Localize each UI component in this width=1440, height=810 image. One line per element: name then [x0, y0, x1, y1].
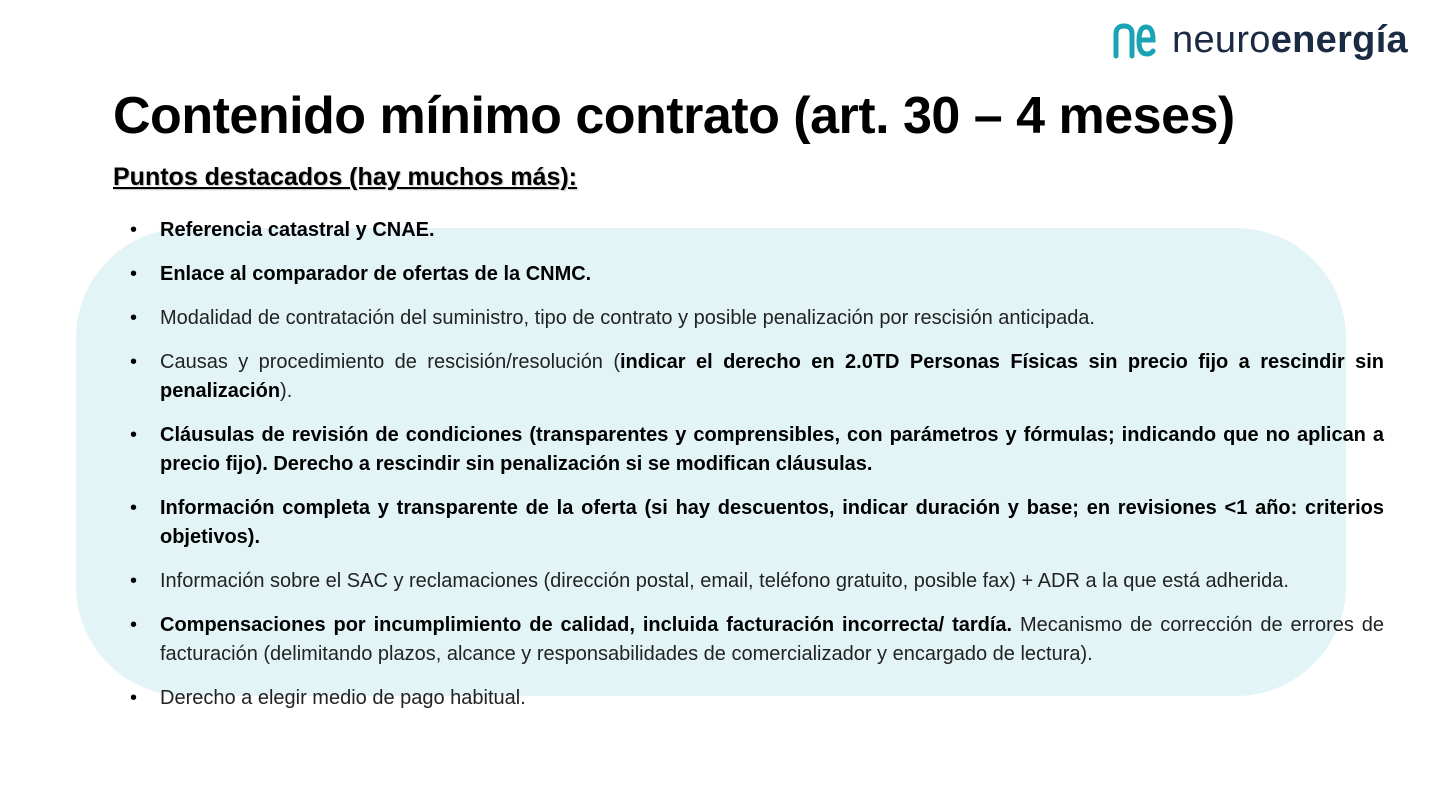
bullet-icon: • [130, 497, 138, 519]
bullet-icon: • [130, 263, 138, 285]
item-text: ). [280, 380, 293, 402]
list-item [130, 611, 1384, 669]
item-text: Mecanismo de corrección de errores de facturación (delimitando plazos, alcance y responsabilidades de comercializador y encargado de lectura). [160, 614, 1384, 665]
item-text-bold: Cláusulas de revisión de condiciones (transparentes y comprensibles, con parámetros y fórmulas; indicando que no aplican a precio fijo). Derecho a rescindir sin penalización si se modifican cláusulas. [160, 424, 1384, 475]
list-item [130, 216, 1384, 245]
bullet-icon: • [130, 219, 138, 241]
item-text: Derecho a elegir medio de pago habitual. [160, 687, 526, 709]
bullet-icon: • [130, 687, 138, 709]
section-subtitle: Puntos destacados (hay muchos más): [113, 163, 578, 191]
item-text-bold: Enlace al comparador de ofertas de la CNMC. [160, 263, 592, 285]
brand-logo [1112, 20, 1408, 60]
item-text-bold: Compensaciones por incumplimiento de calidad, incluida facturación incorrecta/ tardía. [160, 614, 1013, 636]
ne-monogram-icon [1112, 20, 1156, 60]
list-item [130, 494, 1384, 552]
item-text-bold: Referencia catastral y CNAE. [160, 219, 435, 241]
list-item [130, 304, 1384, 333]
bullet-list [130, 216, 1384, 728]
list-item [130, 348, 1384, 406]
brand-name-bold: energía [1270, 19, 1408, 61]
bullet-icon: • [130, 614, 138, 636]
list-item [130, 260, 1384, 289]
brand-wordmark [1172, 21, 1408, 59]
bullet-icon: • [130, 351, 138, 373]
item-text: Modalidad de contratación del suministro, tipo de contrato y posible penalización por rescisión anticipada. [160, 307, 1095, 329]
page-title: Contenido mínimo contrato (art. 30 – 4 meses) [113, 87, 1235, 145]
list-item [130, 567, 1384, 596]
bullet-icon: • [130, 424, 138, 446]
item-text-bold: Información completa y transparente de la oferta (si hay descuentos, indicar duración y base; en revisiones <1 año: criterios objetivos). [160, 497, 1384, 548]
list-item [130, 684, 1384, 713]
item-text: Causas y procedimiento de rescisión/resolución ( [160, 351, 620, 373]
item-text: Información sobre el SAC y reclamaciones (dirección postal, email, teléfono gratuito, posible fax) + ADR a la que está adherida. [160, 570, 1289, 592]
bullet-icon: • [130, 307, 138, 329]
list-item [130, 421, 1384, 479]
bullet-icon: • [130, 570, 138, 592]
brand-name-light: neuro [1172, 19, 1271, 61]
item-text-bold: indicar el derecho en 2.0TD Personas Físicas sin precio fijo a rescindir sin penalización [160, 351, 1384, 402]
